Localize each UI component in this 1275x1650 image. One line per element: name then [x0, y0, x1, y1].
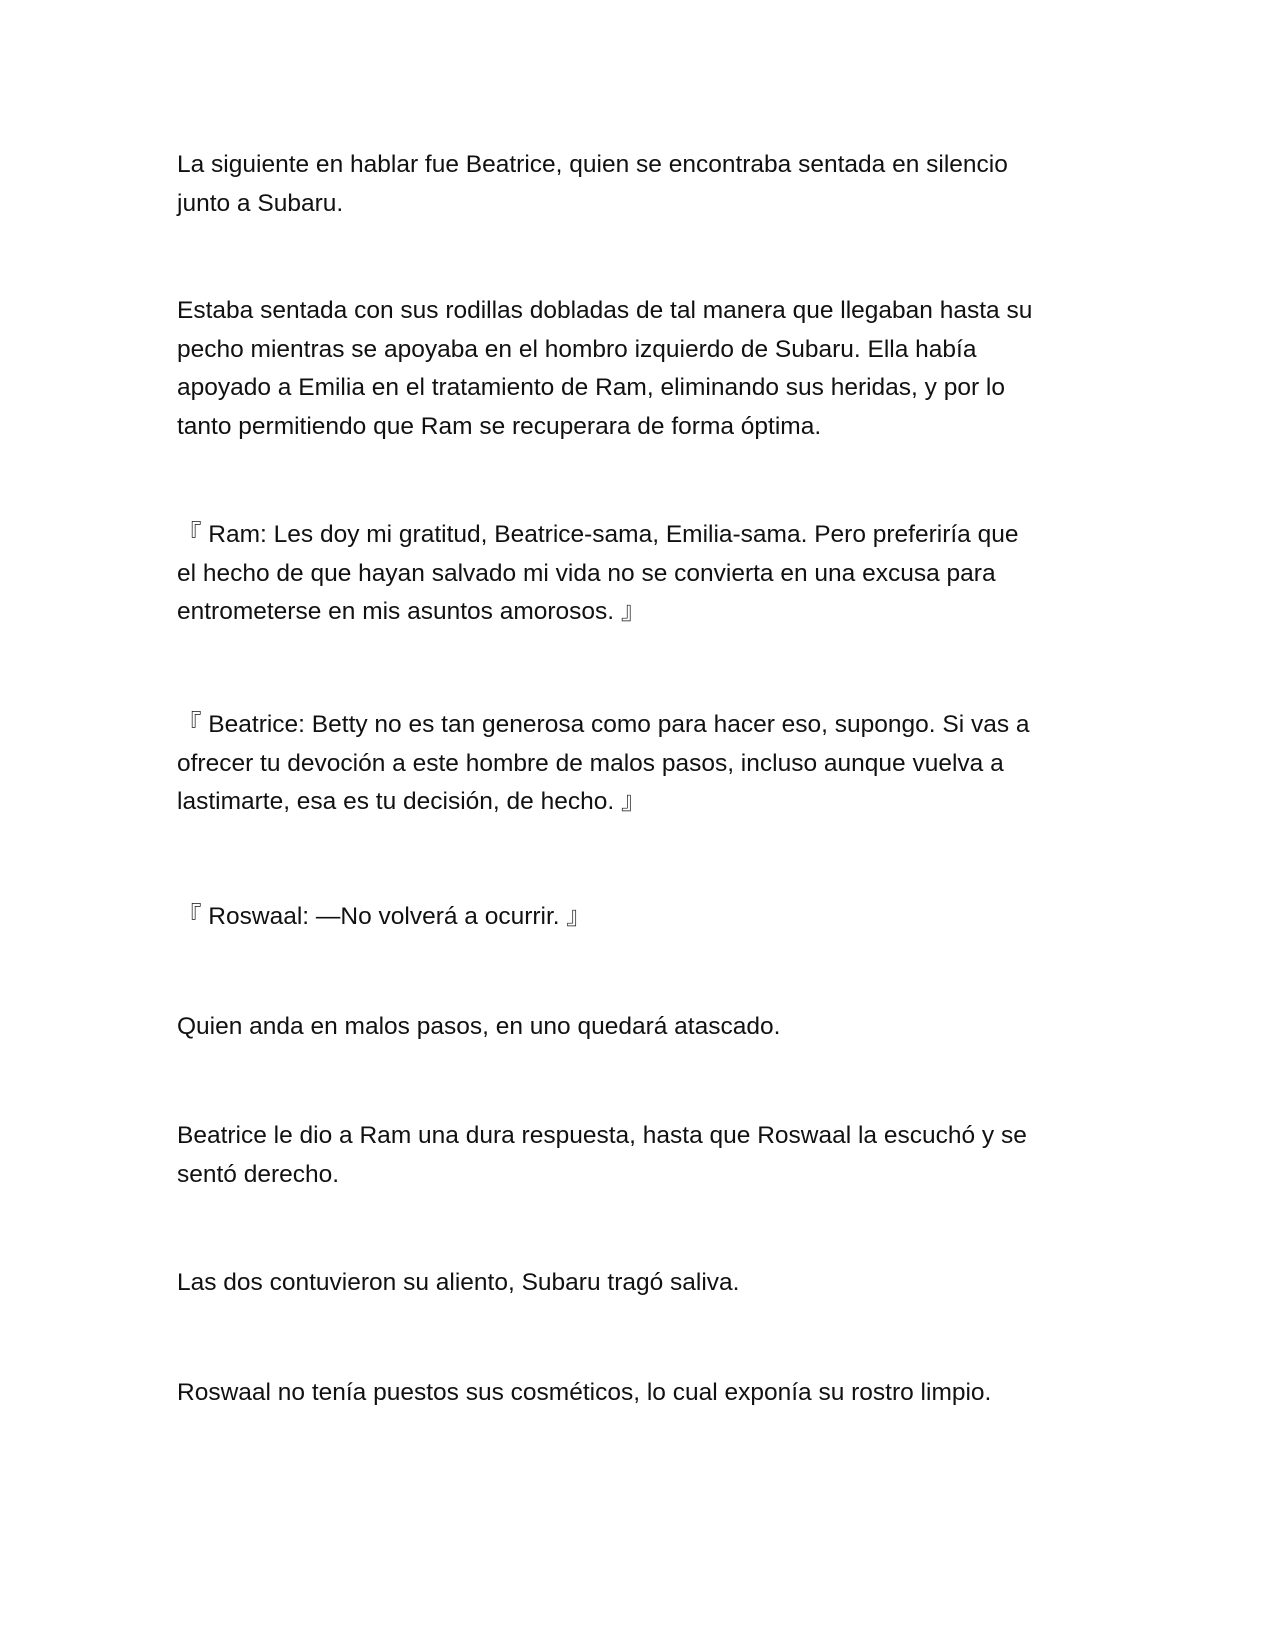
paragraph-1 — [177, 146, 1107, 223]
paragraph-9 — [177, 1374, 1107, 1413]
text-line: sentó derecho. — [177, 1160, 340, 1188]
text-line: Roswaal no tenía puestos sus cosméticos, lo cual exponía su rostro limpio. — [177, 1379, 992, 1406]
paragraph-4-dialogue-beatrice — [177, 706, 1107, 822]
paragraph-7 — [177, 1117, 1107, 1194]
text-line: ofrecer tu devoción a este hombre de malos pasos, incluso aunque vuelva a — [177, 749, 1004, 777]
text-line: el hecho de que hayan salvado mi vida no se convierta en una excusa para — [177, 559, 996, 587]
text-line: Beatrice le dio a Ram una dura respuesta, hasta que Roswaal la escuchó y se — [177, 1122, 1027, 1149]
text-line: 『 Roswaal: —No volverá a ocurrir. 』 — [177, 903, 591, 930]
paragraph-2 — [177, 292, 1107, 446]
text-line: 『 Ram: Les doy mi gratitud, Beatrice-sama, Emilia-sama. Pero preferiría que — [177, 521, 1019, 548]
paragraph-3-dialogue-ram — [177, 516, 1107, 632]
text-line: apoyado a Emilia en el tratamiento de Ram, eliminando sus heridas, y por lo — [177, 374, 1005, 401]
text-line: Estaba sentada con sus rodillas dobladas de tal manera que llegaban hasta su — [177, 297, 1033, 324]
text-line: Las dos contuvieron su aliento, Subaru tragó saliva. — [177, 1269, 740, 1296]
text-line: entrometerse en mis asuntos amorosos. 』 — [177, 598, 646, 625]
text-line: 『 Beatrice: Betty no es tan generosa como para hacer eso, supongo. Si vas a — [177, 711, 1030, 738]
text-line: junto a Subaru. — [177, 189, 344, 217]
text-line: Quien anda en malos pasos, en uno quedará atascado. — [177, 1013, 781, 1040]
paragraph-5-dialogue-roswaal — [177, 898, 1107, 937]
paragraph-6 — [177, 1008, 1107, 1047]
text-line: La siguiente en hablar fue Beatrice, quien se encontraba sentada en silencio — [177, 151, 1008, 178]
paragraph-8 — [177, 1264, 1107, 1303]
text-line: pecho mientras se apoyaba en el hombro izquierdo de Subaru. Ella había — [177, 335, 977, 363]
text-line: lastimarte, esa es tu decisión, de hecho. 』 — [177, 788, 646, 815]
text-line: tanto permitiendo que Ram se recuperara de forma óptima. — [177, 412, 822, 440]
